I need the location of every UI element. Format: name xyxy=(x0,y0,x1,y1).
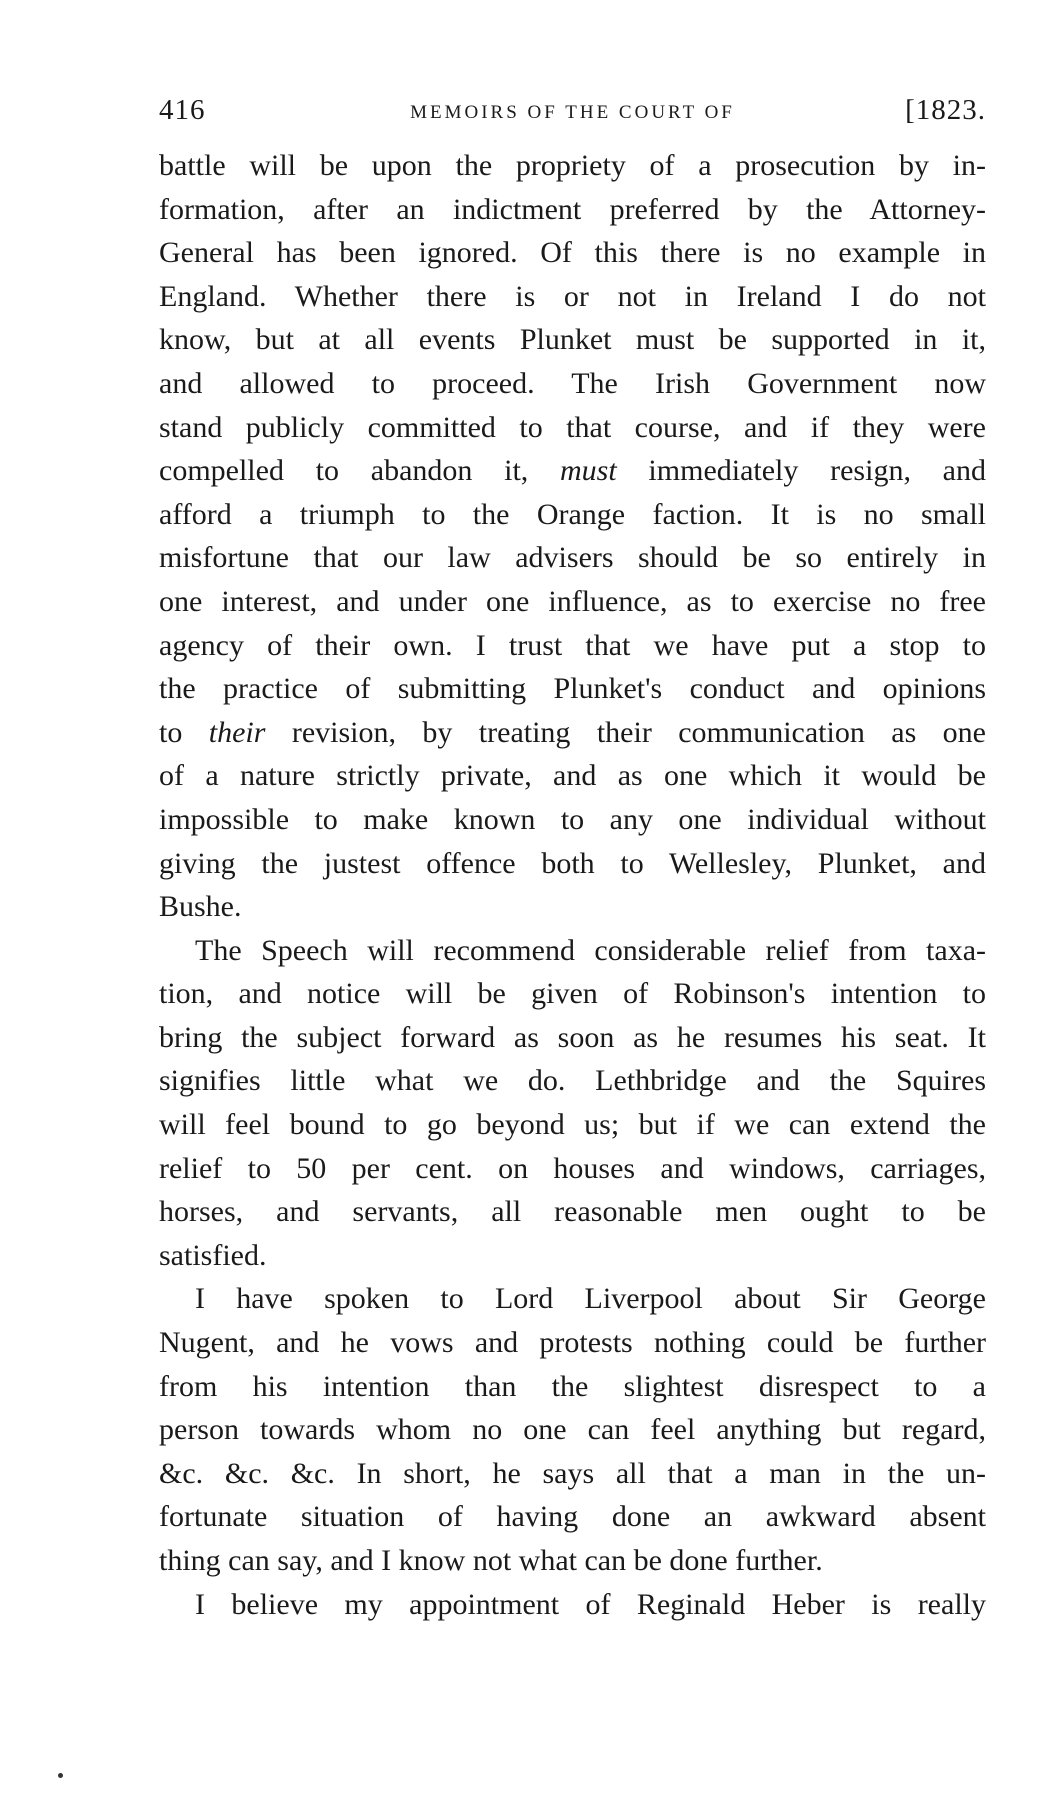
text-line: Bushe. xyxy=(159,890,242,924)
page-header xyxy=(159,94,986,134)
text-fragment: to xyxy=(159,715,209,749)
text-line: stand publicly committed to that course, and if they were xyxy=(159,410,986,444)
text-line: one interest, and under one influence, as to exercise no free xyxy=(159,584,986,618)
body-text xyxy=(159,144,986,1626)
text-line: battle will be upon the propriety of a prosecution by in- xyxy=(159,149,986,182)
text-line: relief to 50 per cent. on houses and windows, carriages, xyxy=(159,1151,986,1185)
text-line: person towards whom no one can feel anything but regard, xyxy=(159,1413,986,1447)
text-line: I believe my appointment of Reginald Heber is really xyxy=(195,1587,986,1621)
text-fragment: revision, by treating their communication as one xyxy=(265,715,986,749)
text-line: agency of their own. I trust that we have put a stop to xyxy=(159,628,986,662)
text-line: bring the subject forward as soon as he resumes his seat. It xyxy=(159,1020,986,1054)
text-line: England. Whether there is or not in Ireland I do not xyxy=(159,279,986,313)
text-line-with-italic xyxy=(159,449,986,493)
italic-word: their xyxy=(208,715,266,749)
text-line-with-italic xyxy=(159,711,986,755)
running-head: MEMOIRS OF THE COURT OF xyxy=(410,102,735,123)
text-line: tion, and notice will be given of Robinson's intention to xyxy=(159,977,986,1011)
text-line: misfortune that our law advisers should be so entirely in xyxy=(159,541,986,575)
text-line: horses, and servants, all reasonable men ought to be xyxy=(159,1195,986,1229)
text-line: General has been ignored. Of this there is no example in xyxy=(159,236,986,270)
page-number: 416 xyxy=(159,94,206,126)
text-line: impossible to make known to any one individual without xyxy=(159,802,986,836)
running-year: [1823. xyxy=(905,94,986,126)
text-fragment: compelled to abandon it, xyxy=(159,454,561,488)
text-line: of a nature strictly private, and as one which it would be xyxy=(159,759,986,793)
text-line: giving the justest offence both to Wellesley, Plunket, and xyxy=(159,846,986,880)
text-line: I have spoken to Lord Liverpool about Sir George xyxy=(195,1282,986,1316)
text-line: from his intention than the slightest disrespect to a xyxy=(159,1369,986,1403)
text-line: will feel bound to go beyond us; but if we can extend the xyxy=(159,1108,986,1142)
text-line: thing can say, and I know not what can be done further. xyxy=(159,1544,823,1577)
text-line: afford a triumph to the Orange faction. It is no small xyxy=(159,497,986,531)
text-fragment: immediately resign, and xyxy=(616,454,986,488)
text-line: satisfied. xyxy=(159,1238,267,1272)
text-line: Nugent, and he vows and protests nothing could be further xyxy=(159,1326,986,1360)
text-line: formation, after an indictment preferred by the Attorney- xyxy=(159,192,986,226)
text-line: signifies little what we do. Lethbridge and the Squires xyxy=(159,1064,986,1098)
text-line: fortunate situation of having done an awkward absent xyxy=(159,1500,986,1534)
text-line: know, but at all events Plunket must be supported in it, xyxy=(159,323,986,357)
text-line: and allowed to proceed. The Irish Government now xyxy=(159,366,986,400)
text-line: &c. &c. &c. In short, he says all that a man in the un- xyxy=(159,1456,986,1490)
text-line: the practice of submitting Plunket's conduct and opinions xyxy=(159,672,986,706)
scan-speck xyxy=(58,1773,63,1778)
text-line: The Speech will recommend considerable relief from taxa- xyxy=(195,933,986,967)
italic-word: must xyxy=(560,454,617,488)
